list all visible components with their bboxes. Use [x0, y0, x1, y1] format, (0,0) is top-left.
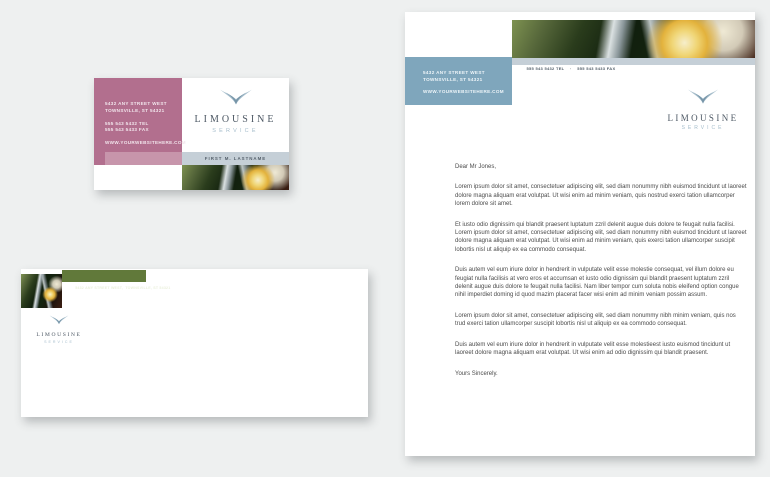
letter-paragraph: Lorem ipsum dolor sit amet, consectetuer adipiscing elit, sed diam nonummy nibh euismod tincidunt ut laoreet dolore magna aliquam erat volutpat. Ut wisi enim ad minim veniam, quis nostrud exerci tation ullamcorper lorem dolore sit amet.	[455, 184, 747, 208]
cardholder-name: FIRST M. LASTNAME	[204, 156, 267, 161]
phone-fax: 555 543 5433 FAX	[105, 127, 149, 133]
address-line: 5432 ANY STREET WEST	[105, 101, 167, 106]
business-card	[94, 78, 289, 190]
envelope	[21, 269, 368, 417]
address-line: TOWNSVILLE, ST 54321	[105, 107, 165, 113]
letter-closing: Yours Sincerely.	[455, 370, 498, 377]
bird-wings-icon	[219, 94, 253, 111]
brand-name: LIMOUSINE	[194, 114, 277, 125]
bird-wings-icon	[687, 93, 719, 110]
phone-tel: 555 543 5432 TEL	[105, 120, 149, 126]
vintage-car-photo	[21, 274, 62, 308]
website: WWW.YOURWEBSITEHERE.COM	[423, 89, 504, 95]
letter-paragraph: Et iusto odio dignissim qui blandit praesent luptatum zzril delenit augue duis dolore te feugait nulla facilisi. Lorem ipsum dolor sit amet, consectetuer adipiscing elit, sed diam nonummy nibh euismod tincidunt ut laoreet dolore magna aliquam erat volutpat. Ut wisi enim ad minim veniam, quis exerci tation ullamcorper suscipit lobortis nisl ut aliquip ex ea commodo consequat.	[455, 221, 747, 253]
mauve-accent-band	[94, 152, 105, 165]
letter-paragraph: Duis autem vel eum iriure dolor in hendrerit in vulputate velit esse molestieest iusto euismod tincidunt ut laoreet dolore magna aliquam erat volutpat. Ut wisi enim ad odio dignissim qui blandit praesent.	[455, 341, 731, 357]
letterhead-address-panel	[405, 57, 512, 105]
brand-name: LIMOUSINE	[36, 332, 82, 338]
salutation: Dear Mr Jones,	[455, 164, 497, 170]
phone-line: 555 543 5432 TEL · 555 543 5433 FAX	[526, 66, 616, 71]
letter-paragraph: Duis autem vel eum iriure dolor in hendrerit in vulputate velit esse molestie consequat, vel illum dolore eu feugiat nulla facilisis at vero eros et accumsan et iusto odio dignissim qui blandit praesent luptatum zzril delenit augue duis dolore te feugait nulla facilisi. Nam liber tempor cum soluta nobis eleifend option congue nihil imperdiet doming id quod mazim placerat facer wisi enim ad minim veniam possim assum.	[455, 267, 739, 299]
brand-logo	[182, 88, 289, 134]
letterhead-page	[405, 12, 755, 456]
light-mauve-band	[105, 152, 182, 165]
brand-subtitle: SERVICE	[212, 128, 259, 134]
letter-body	[455, 163, 747, 390]
vintage-car-photo	[182, 165, 289, 190]
cardholder-name-band	[182, 152, 289, 165]
website: WWW.YOURWEBSITEHERE.COM	[105, 140, 186, 146]
bird-wings-icon	[49, 313, 69, 330]
address-line: TOWNSVILLE, ST 54321	[423, 76, 483, 82]
letterhead-contact-block	[423, 70, 504, 96]
brand-logo	[657, 88, 749, 131]
return-address-band	[62, 270, 171, 290]
phone-band	[512, 58, 755, 71]
brand-name: LIMOUSINE	[667, 113, 739, 123]
letter-paragraph: Lorem ipsum dolor sit amet, consectetuer adipiscing elit, sed diam nonummy nibh minim veniam, quis nos trud exerci tation ullamcorper suscipit lobortis nisl ut aliquip ex ea commodo consequat.	[455, 312, 736, 328]
brand-subtitle: SERVICE	[681, 125, 725, 131]
brand-logo	[29, 313, 89, 344]
business-card-contact-block	[105, 101, 186, 147]
return-address: 5432 ANY STREET WEST, TOWNSVILLE, ST 54321	[75, 286, 171, 290]
brand-subtitle: SERVICE	[44, 340, 74, 344]
business-card-address-panel	[94, 78, 186, 152]
vintage-car-photo	[512, 20, 755, 58]
address-line: 5432 ANY STREET WEST	[423, 70, 485, 75]
